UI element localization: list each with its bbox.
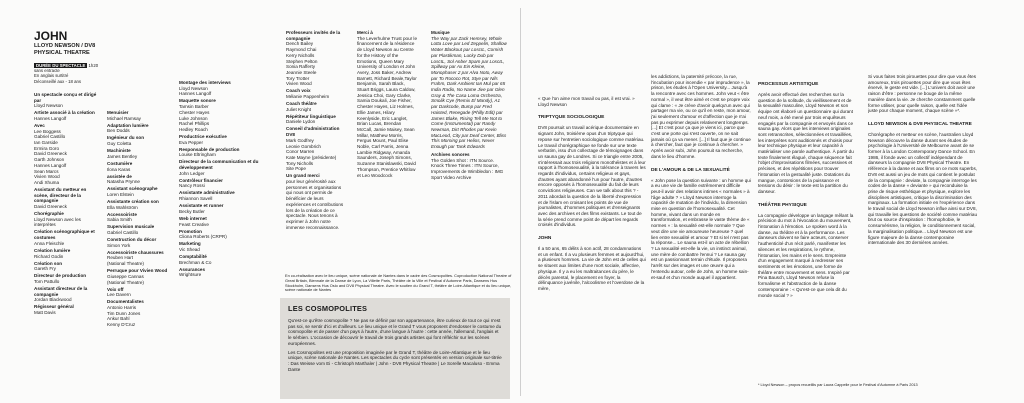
guest-board-role: Un grand merci bbox=[286, 173, 320, 179]
production-crew-names: Nancy Rossi bbox=[179, 183, 205, 189]
technical-crew-role: Supervision musicale bbox=[107, 224, 155, 230]
production-crew-entry bbox=[179, 203, 261, 214]
technical-crew-role: Costumière bbox=[107, 160, 133, 166]
john-heading: JOHN bbox=[538, 236, 552, 242]
production-crew-entry bbox=[179, 80, 261, 97]
technical-crew-entry bbox=[107, 287, 182, 298]
love-text: « John pose la question suivante : un homme qui a eu une vie de famille extrêmement difficile peut-il avoir des relations intimes « normales » à l'âge adulte ? » Lloyd Newson interroge la capacité de mutation de l'individu, la dimension mise en question de l'homosexualité. Cet homme, vivant dans un monde en transformation, et embrasse le vaste thème de « normes » : la sexualité est-elle normale ? Que veut dire une vie amoureuse heureuse ? quel lien entre sexualité et amour ? Et si tel n'est pas la réponse... Le sauna est-il un acte de rébellion ? La sexualité est-elle la vie, un instinct animal, une mère de combattre l'ennui ? Le sauna gay est un passionnant terrain d'étude. Il proposera l'arrêt sur des images et une œuvre qui a l'entendu autour, celle de John, un homme sain-et-sauf et d'un monde auquel il appartient. bbox=[651, 177, 751, 280]
technical-crew-names: Sabia Smith bbox=[107, 217, 132, 223]
technical-crew-role: Voix off bbox=[107, 286, 124, 292]
technical-crew-entry bbox=[107, 199, 182, 210]
music-text: The Way par Zack Hemsey, Whole Lotta Love par Led Zeppelin, Shallow Water Blackout par LoscIL, Cornish par Plastikman, Lucky Dub par LoscIL, Sol Anber Spam par LoscIL, Spillway par Ax Ein Kleine, Monophaser 2 par Alva Noto, Away par To Rococo Rot, Stye par Nils Frahm, Dark Ambient Ian Mul par 65 India Radio, No Name Jive par Glen Gray & The Casa Loma Orchestra, Smolik Cye (Remix El Mandy), A1 par Darkcode, Bump par Fred Haisted, Renegade (Philly Edit) par James Blake, Rising Tell Me Not to Come (Instrumental) par Randy Newman, Dirt Rhodes par Kevin MacLeod, City par Deaf Center, Bliss This Morning par Helios, Never Enough par Tank Edwards bbox=[431, 35, 507, 150]
guest-board-entry bbox=[286, 101, 348, 112]
show-title: JOHN bbox=[34, 30, 68, 43]
duration-value: 1h20 sans entracte bbox=[34, 63, 99, 74]
technical-crew-names: Reuben Hart (National Theatre) bbox=[107, 255, 144, 267]
creator-role: Directeur de production bbox=[34, 273, 87, 279]
creator-role: Régisseur général bbox=[34, 304, 74, 310]
creator-role: Chorégraphie bbox=[34, 211, 64, 217]
newson-quote: « Que l'on aime mon travail ou pas, il est vrai. » Lloyd Newson bbox=[538, 96, 635, 107]
creator-entry bbox=[34, 248, 100, 259]
john-continued: les addictions, la paternité précoce, la rue, l'incubation pour incendie « par imprudence », la prison, les études à l'Open University... Jusqu'à la rencontre avec ces hommes. John veut « être normal », il veut être aimé et c'est se propre voix qui clame : « Je crève d'avoir quelqu'un avec qui partager ma vie, ou ce qu'il en reste, mon amour, j'ai seulement d'amour et d'affection que je n'ai pas pu exprimer depuis relativement longtemps. [...] Et c'est pour ça que je viens ici, parce que c'est une porte qui s'est ouverte, on ne sait jamais où ça va mener. [...] Il faut que je continue à chercher, faut que je continue à chercher. » Après avoir subi, John poursuit sa recherche, dans le lieu d'homme. bbox=[651, 74, 751, 159]
creator-role: Avec bbox=[34, 122, 45, 128]
technical-crew-names: James Bentley bbox=[107, 153, 138, 159]
technical-crew-entry bbox=[107, 237, 182, 248]
duration-label: DURÉE DU SPECTACLE bbox=[36, 63, 86, 68]
production-crew-names: Cliona Roberts (CRPR) bbox=[179, 234, 227, 240]
technical-crew-names: Ella Wahlström bbox=[107, 204, 138, 210]
creator-role: Artiste associé à la création bbox=[34, 110, 95, 116]
technical-crew-entry bbox=[107, 268, 182, 285]
technical-crew-entry bbox=[107, 250, 182, 267]
production-crew-role: Productrice exécutive bbox=[179, 133, 227, 139]
technical-crew-entry bbox=[107, 186, 182, 197]
creator-entry bbox=[34, 211, 100, 228]
technical-crew-entry bbox=[107, 135, 182, 146]
archives-text: The Golden Shot : ITN Source. Knock Three Times : ITN Source, Improvements de Wimbledon : IMG Sport Video Archive bbox=[431, 157, 504, 180]
production-crew-entry bbox=[179, 147, 261, 158]
thanks-text: The Leverhulme Trust pour le financement de la résidence de Lloyd Newson au Centre for the History of the Emotions, Queen Mary University of London et John Avery, Joss Baker, Andrew Barnett, Richard Beale,Taylor Benjamin, Sarah Black, Stuart Briggs, Laura Caldow, Jessica Choi, Gary Clarke, Samia Doukali, Joe Fisher, Chester Hayes, Liz Holmes, Ellie James, Hilary Keenlyside, Eric Langlet, Brian Lucas, Brendan McCall, Jamie Maisey, Sean Millar, Matthew Morris, Fergus Mount, Paul Elise Noble, Carl Parris, Jenna Lambie Ridgway, Amanda Saunders, Joseph Simons, Suzanne Stanislawski, David Thompson, Prentice Whitlow et Leo Woodcock bbox=[357, 35, 417, 178]
production-crew-entry bbox=[179, 98, 261, 132]
guest-board-entry bbox=[286, 114, 348, 125]
technical-crew-role: Accessoiriste bbox=[107, 211, 137, 217]
production-crew-names: Louise Eltringham bbox=[179, 152, 216, 158]
technical-crew-role: Perruque pour Vivien Wood bbox=[107, 268, 168, 274]
column-thanks bbox=[357, 30, 417, 270]
pirouette-quote: Si vous faites trois pirouettes pour dire que vous êtes amoureux, trois pirouettes pour dire que vous êtes énervé, le geste est vide. [...] L'univers doit avoir une raison d'être : personne ne bouge de la même manière dans la vie. Je cherche constamment quelle forme utiliser, pour quelle raison, quelle est l'idée juste pour chaque moment, chaque scène »*. bbox=[868, 74, 977, 114]
creators-list bbox=[34, 92, 100, 316]
physical-theatre-heading: THÉÂTRE PHYSIQUE bbox=[758, 202, 807, 208]
coproduction-credits: En co-réalisation avec le lieu unique, scène nationale de Nantes dans le cadre des Cosmopolites. Coproduction National Theatre of Great Britain, Biennale de la Danse de Lyon, La Villette Paris, Théâtre de la Ville et Festival d'Automne Paris, Dansens Hus Stockholm, Dansens Hus Oslo and DV8 Physical Theatre. Avec le soutien du Grand T, théâtre de Loire-Atlantique et du lieu unique, scène nationale de Nantes bbox=[285, 273, 512, 293]
creator-entry bbox=[34, 286, 100, 303]
technical-crew-names: Ben Dodds bbox=[107, 128, 130, 134]
production-crew-names: Wrightsure bbox=[179, 272, 202, 278]
creator-names: Gareth Fry bbox=[34, 266, 56, 272]
guest-board-names: Dench Bailey Raymond Chai Kerry Nicholls Stephen Pelton Sonia Rafferty Jeannie Steele Tory Trotter Vivien Wood bbox=[286, 41, 318, 87]
triptych-text: DV8 poursuit un travail acérique documentaire en signant John, troisième opus d'un triptyque qui repose sur l'entretien sociologique comme matériau. Le travail chorégraphique se fonde sur une texte verbatim, issu d'un collectage de témoignages dans un sauna gay de Londres. Si ce triangle entre 2005, s'intéressait aux trois religions monothéistes et à leur rapport à l'homosexualité, à la tolérance à travers les regards d'individus, certains religieux et gays, d'autres ayant abandonné l'un pour l'autre, d'autres encore opposés à l'homosexualité du fait de leurs convictions religieuses. Can we talk about this ? - 2011 abordait la question de la liberté d'expression et de l'islam en croisant les points de vue de journalistes, d'hommes politiques et d'enseignants avec des archives et des films existants. Le tout de la série prend comme point de départ les regards croisés d'individus. bbox=[538, 125, 646, 228]
production-crew-role: Comptabilité bbox=[179, 253, 207, 259]
guest-board-names: Juliet Knight bbox=[286, 106, 312, 112]
technical-crew-names: Ilona Karas bbox=[107, 166, 131, 172]
creator-names: Lloyd Newson avec les interprètes bbox=[34, 216, 81, 228]
creator-entry bbox=[34, 273, 100, 284]
production-crew-entry bbox=[179, 267, 261, 278]
creator-names: Jordan Blackwood bbox=[34, 297, 72, 303]
creator-names: Lloyd Newson bbox=[34, 103, 63, 109]
technical-crew-role: Menuisier bbox=[107, 110, 129, 115]
creator-role: Création son bbox=[34, 260, 63, 266]
column-guests-board bbox=[286, 30, 348, 270]
love-heading: DE L'AMOUR & DE LA SEXUALITÉ bbox=[651, 167, 730, 173]
creator-role: Assistant directeur de la compagnie bbox=[34, 285, 88, 297]
guest-board-names: pour leur générosité aux personnes et organisations qui nous ont permis de bénéficier de leurs expériences et contributions lors de la création de ce spectacle. Nous tenons à exprimer à John notre immense reconnaissance. bbox=[286, 179, 344, 230]
guest-board-entry bbox=[286, 173, 348, 230]
production-crew-role: Promotion bbox=[179, 228, 202, 234]
thanks-title: Merci à bbox=[357, 30, 373, 35]
production-crew-entry bbox=[179, 159, 261, 176]
technical-crew-role: Adaptation lumière bbox=[107, 122, 149, 128]
creator-entry bbox=[34, 92, 100, 109]
biography-text: Chorégraphe et metteur en scène, l'australien Lloyd Newson découvre la danse durant ses études de psychologie à l'Université de Melbourne avant de se former à la London Contemporary Dance School. En 1986, il fonde avec un collectif indépendant de danseurs la compagnie DV8 Physical Theatre. En référence à la danse et aux films on ce mots superbs, DV8 est aussi un jeu de mots qui contient le postulat de la compagnie : deviate, la compagnie interroge les codes de la danse « deviante » qui reconduise la prise de risque esthétique et physique, explore les disciplines artistiques, critique la discrimination des marginaux. La formation initiale en l'expérience dans le travail social de Lloyd Newson influe ainsi sur DV8, qui travaille les questions de société comme matériau brut ou source d'inspiration : l'homophobie, le consumérisme, la religion, le conditionnement social, la marginalisation politique... Lloyd Newson est une figure majeure de la danse contemporaine internationale des 30 dernières années. bbox=[868, 131, 978, 246]
guest-board-role: Coach théâtre bbox=[286, 101, 317, 107]
creator-names: Anna Fleischle bbox=[34, 240, 65, 246]
production-crew-entry bbox=[179, 178, 261, 189]
technical-crew-names: Antonio Harris Tim Dunn Jones Ankur Bahl Kenny D'Cruz bbox=[107, 304, 141, 328]
guest-board-names: Daniele Lydon bbox=[286, 119, 316, 125]
production-crew-entry bbox=[179, 190, 261, 201]
production-crew-entry bbox=[179, 241, 261, 252]
technical-crew-entry bbox=[107, 148, 182, 159]
technical-crew-role: Machiniste bbox=[107, 148, 131, 154]
language-note: En anglais surtitré bbox=[34, 73, 69, 79]
footnote: * Lloyd Newson – propos recueillis par Laura Cappelle pour le Festival d'Automne à Paris 2013 bbox=[758, 383, 918, 387]
production-crew-entry bbox=[179, 216, 261, 227]
music-title: Musique bbox=[431, 30, 450, 35]
creator-entry bbox=[34, 261, 100, 272]
production-crew-role: Web internet bbox=[179, 215, 207, 221]
column-title-creators bbox=[34, 30, 100, 396]
fold-divider bbox=[520, 8, 521, 396]
production-crew-role: Assistante administrative bbox=[179, 190, 235, 196]
guest-board-role: Professeurs invités de la compagnie bbox=[286, 30, 341, 41]
guest-board-entry bbox=[286, 30, 348, 87]
column-essay-1 bbox=[538, 96, 646, 396]
technical-crew-names: Natasha Prynne bbox=[107, 179, 140, 185]
technical-crew-entry bbox=[107, 299, 182, 328]
creator-names: David Greeneck bbox=[34, 204, 67, 210]
creator-names: Tom Pattullo bbox=[34, 278, 60, 284]
process-heading: PROCESSUS ARTISTIQUE bbox=[758, 82, 819, 87]
column-crew-technical bbox=[107, 110, 182, 396]
cosmopolites-box bbox=[280, 298, 510, 399]
technical-crew-names: Gabriel Castillo bbox=[107, 230, 139, 236]
cosmopolites-title: LES COSMOPOLITES bbox=[288, 304, 368, 313]
production-crew-role: Montage des interviews bbox=[179, 80, 231, 85]
guest-board-role: Répétiteur linguistique bbox=[286, 113, 336, 119]
technical-crew-entry bbox=[107, 123, 182, 134]
technical-crew-names: Loren Elstein bbox=[107, 191, 134, 197]
process-text: Après avoir effectué des recherches sur la question de la solitude, du vieillissement et de la sexualité masculine, Lloyd Newson et son équipe ont élaboré un questionnaire qui durant neuf mois, a été mené par trois enquêteurs engagés par la compagnie et envoyés dans ce sauna gay. Alors que les interviews originales sont retranscrites, sélectionnées et travaillées, les interprètes sont auditionnés et choisis pour leur technique physique et leur capacité à matérialiser une parole authentique. À partir du texte finalement élagué, chaque séquence fait l'objet d'improvisations filmées, successives et précises, et des répétitions pour trouver l'intonation et la gestualité juste. Dotations du mangue, contorsions de la puissance et tensions du désir : le texte est la partition du danseur. bbox=[758, 92, 854, 194]
duration-line bbox=[34, 63, 100, 73]
production-crew-names: Feast Creative bbox=[179, 221, 209, 227]
guest-board-role: Conseil d'administration DV8 bbox=[286, 126, 340, 138]
production-crew-role: Assistante et runner bbox=[179, 203, 224, 209]
production-crew-names: Rhiannon Savell bbox=[179, 196, 213, 202]
production-crew-names: Becky Butler bbox=[179, 208, 205, 214]
production-crew-names: Brechman & Co bbox=[179, 259, 212, 265]
guest-board-names: Mark Godfrey Leonie Gombrich Conor Marren Kate Mayne (présidente) Tony Nicholls Site Pope bbox=[286, 137, 337, 172]
creator-role: Création lumière bbox=[34, 247, 71, 253]
creator-names: Matt Davis bbox=[34, 310, 56, 316]
creator-role: Assistant du metteur en scène, directeur de la compagnie bbox=[34, 186, 87, 204]
technical-crew-names: Giuseppe Cannas (National Theatre) bbox=[107, 273, 144, 285]
creator-names: Lee Boggess Gabriel Castillo Ian Garside Ermira Goro David Greeneck Garth Johnson Hannes Langolf Sean Marcs Vivien Wood Andi Xhuma bbox=[34, 128, 67, 185]
technical-crew-role: Assistante création son bbox=[107, 198, 159, 204]
creator-names: Richard Godin bbox=[34, 253, 64, 259]
guest-board-names: Mélanie Pappenheim bbox=[286, 94, 330, 100]
technical-crew-names: Simon York bbox=[107, 242, 131, 248]
archives-title: Archives sonores bbox=[431, 151, 470, 157]
technical-crew-role: Documentalistes bbox=[107, 299, 144, 305]
biography-heading: LLOYD NEWSON & DV8 PHYSICAL THEATRE bbox=[868, 121, 972, 127]
production-crew-role: Directeur de la communication et du développement bbox=[179, 159, 259, 171]
production-crew-role: Maquette sonore bbox=[179, 98, 216, 104]
age-advisory: Déconseillé aux - 18 ans bbox=[34, 78, 82, 84]
production-crew-names: John Ledger bbox=[179, 170, 205, 176]
column-essay-4 bbox=[868, 74, 978, 396]
technical-crew-role: Accessoiriste chaussures bbox=[107, 249, 164, 255]
production-crew-role: Assurances bbox=[179, 266, 206, 272]
cosmopolites-intro: Qu'est-ce qu'être cosmopolite ? Ne pas se définir par son appartenance, être curieux de tout ce qui n'est pas soi, se sentir d'ici et d'ailleurs. Le lieu unique et le Grand T vous proposent d'endosser le costume du cosmopolite et de passer d'un pays à l'autre, d'une langue à l'autre : cette année, l'allemand, l'anglais et le sérbien. L'occasion de découvrir le travail de trois grands artistes qui font réfléchir sur les scènes européennes. bbox=[288, 318, 502, 346]
production-crew-names: Eva Pepper bbox=[179, 139, 204, 145]
guests-board-list bbox=[286, 30, 348, 230]
production-crew-entry bbox=[179, 254, 261, 265]
column-music bbox=[431, 30, 507, 270]
guest-board-role: Coach voix bbox=[286, 88, 311, 94]
technical-crew-role: assistée de bbox=[107, 173, 132, 179]
technical-crew-names: Michael Ramsay bbox=[107, 115, 141, 121]
technical-crew-entry bbox=[107, 161, 182, 172]
creator-entry bbox=[34, 110, 100, 121]
production-crew-role: Responsable de production bbox=[179, 146, 240, 152]
production-crew-role: Contrôleur financier bbox=[179, 177, 223, 183]
creator-entry bbox=[34, 304, 100, 315]
company-name: LLOYD NEWSON / DV8 PHYSICAL THEATRE bbox=[34, 43, 96, 56]
creator-role: Création scénographique et costumes bbox=[34, 229, 95, 241]
john-text: Il a 50 ans, 65 délits à son actif, 28 condamnations et un enfant. Il a vu plusieurs femmes et aujourd'hui, a plusieurs hommes. La vie de John est de celles qui se situent aux limites d'une mort sociale, affective, physique. Il y a eu les maltraitances du père, le décès parental, le placement en foyer, la délinquance juvénile, l'alcoolisme et l'overdose de la mère, bbox=[538, 246, 646, 291]
technical-crew-role: Ingénieur du son bbox=[107, 135, 145, 141]
technical-crew-entry bbox=[107, 110, 182, 121]
physical-theatre-text: La compagnie développe un langage mêlant la précision du mot à l'évocation du mouvement, l'intonation à l'émotion. Le spoken word à la danse, au théâtre et à la performance. Les danseurs doivent se faire acteurs, conserver l'authenticité d'un récit parlé, manifester les silences et les respirations, le rythme, l'intonation, les mains et le sens. Empreinte d'un engagement marqué à redresser ses sentiments et les émotions, une forme de théâtre entre mouvement et sens. Inspiré par Pina Bausch, Lloyd Newson refuse la formalisme et l'abstraction de la danse contemporaine : « Qu'est-ce que cela dit du monde social ? » bbox=[758, 212, 854, 298]
creator-names: Hannes Langolf bbox=[34, 115, 67, 121]
technical-crew-role: Construction du décor bbox=[107, 237, 157, 243]
guest-board-entry bbox=[286, 88, 348, 99]
technical-crew-names: Lee Davern bbox=[107, 292, 131, 298]
guest-board-entry bbox=[286, 126, 348, 172]
column-essay-2 bbox=[651, 74, 751, 396]
technical-crew-names: Guy Coletta bbox=[107, 141, 132, 147]
crew-technical-list bbox=[107, 110, 182, 328]
creator-entry bbox=[34, 123, 100, 186]
production-crew-entry bbox=[179, 229, 261, 240]
technical-crew-entry bbox=[107, 174, 182, 185]
technical-crew-role: Assistant scénographe bbox=[107, 186, 158, 192]
production-crew-names: Lloyd Newson Hannes Langolf bbox=[179, 85, 212, 97]
triptych-heading: TRIPTYQUE SOCIOLOGIQUE bbox=[538, 115, 605, 121]
column-crew-production bbox=[179, 80, 261, 396]
production-crew-names: Vic Shead bbox=[179, 246, 200, 252]
production-crew-names: Tamsin Barber Chester Hayes Luke Johnson Rachel Phillips Hedley Roach bbox=[179, 104, 210, 132]
column-essay-3 bbox=[758, 74, 856, 374]
production-crew-entry bbox=[179, 134, 261, 145]
technical-crew-entry bbox=[107, 224, 182, 235]
creator-entry bbox=[34, 229, 100, 246]
production-crew-role: Marketing bbox=[179, 241, 201, 247]
cosmopolites-details: Les Cosmopolites est une proposition imaginée par le Grand T, théâtre de Loire-Atlantique et le lieu unique, scène nationale de Nantes. Les spectacles du cycle sont présentés en version originale sur-titrée : Das Weisse vom Ei - Christoph Marthaler | John - DV8 Physical Theatre | Le Sorelle Macaluso - Emma Dante bbox=[288, 349, 502, 372]
creator-entry bbox=[34, 187, 100, 210]
creator-role: Un spectacle conçu et dirigé par bbox=[34, 91, 97, 103]
crew-production-list bbox=[179, 80, 261, 278]
technical-crew-entry bbox=[107, 212, 182, 223]
